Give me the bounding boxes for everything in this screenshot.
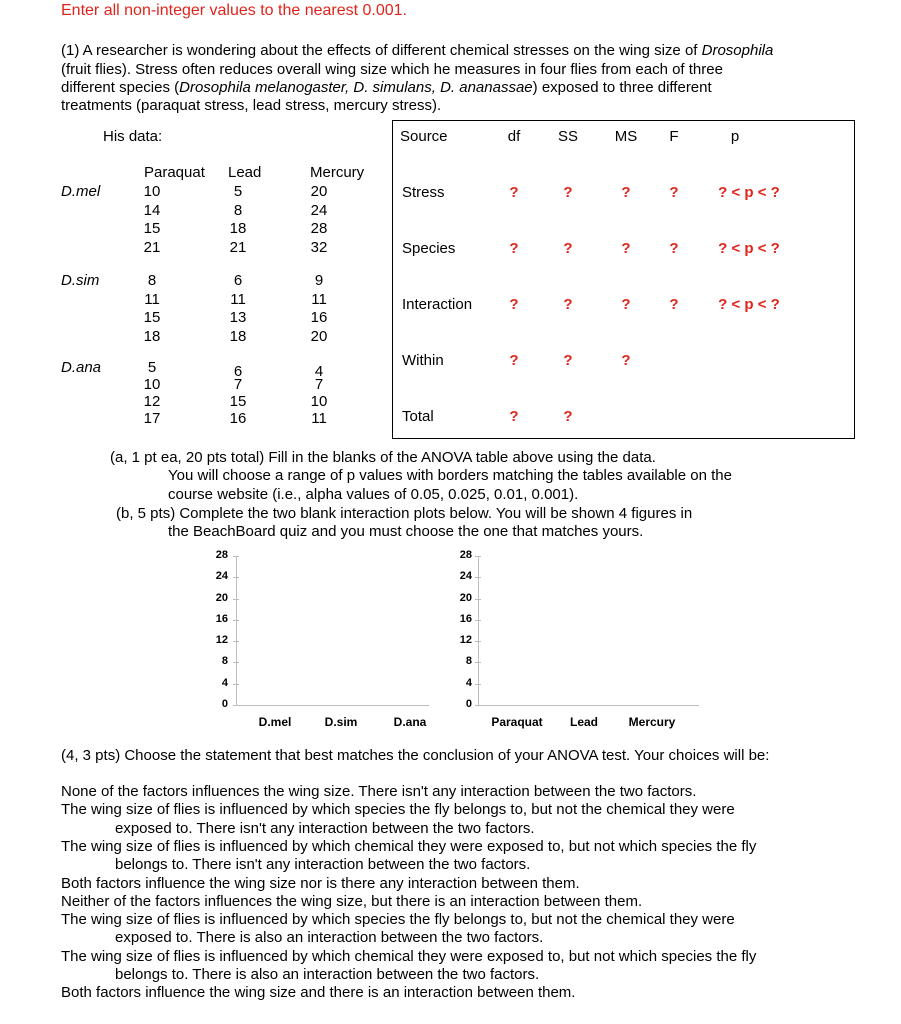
anova-source-label: Stress xyxy=(402,184,445,201)
data-cell: 11 xyxy=(144,290,160,308)
anova-cell-df: ? xyxy=(509,240,519,257)
data-cell: 20 xyxy=(310,183,328,200)
x-category-label: Paraquat xyxy=(491,715,543,729)
y-tick-label: 20 xyxy=(459,591,472,604)
y-tick-mark xyxy=(233,705,239,706)
species-label-dsim: D.sim xyxy=(61,272,100,289)
y-tick-label: 28 xyxy=(459,549,472,561)
data-cell: 10 xyxy=(310,393,328,410)
data-header-paraquat: Paraquat xyxy=(144,164,205,181)
data-cell: 15 xyxy=(229,393,247,410)
anova-source-label: Interaction xyxy=(402,296,473,313)
y-tick-mark xyxy=(475,620,481,621)
choice-line: None of the factors influences the wing size. There isn't any interaction between the two factors. xyxy=(61,783,697,800)
data-cell: 4 xyxy=(314,363,324,380)
data-cell: 17 xyxy=(143,410,161,427)
anova-source-label: Species xyxy=(402,240,456,257)
anova-cell-ms: ? xyxy=(621,240,631,257)
y-tick-label: 0 xyxy=(465,698,472,710)
species-label-dmel: D.mel xyxy=(61,183,101,200)
y-tick-mark xyxy=(475,577,481,578)
y-tick-mark xyxy=(475,684,481,685)
x-category-label: D.mel xyxy=(258,715,292,729)
choice-line: The wing size of flies is influenced by which species the fly belongs to, but not the chemical they were xyxy=(61,911,735,929)
data-cell: 15 xyxy=(143,309,161,326)
anova-cell-df: ? xyxy=(509,296,519,313)
data-cell: 12 xyxy=(143,393,161,410)
part-a-line2: You will choose a range of p values with borders matching the tables available on the xyxy=(168,467,732,484)
anova-header-ss: SS xyxy=(557,128,579,145)
anova-header-source: Source xyxy=(400,128,448,145)
data-cell: 16 xyxy=(229,410,247,427)
y-tick-mark xyxy=(233,599,239,600)
data-cell: 11 xyxy=(311,410,327,427)
x-category-label: D.sim xyxy=(324,715,358,729)
instruction-text: Enter all non-integer values to the nearest 0.001. xyxy=(61,2,407,19)
question1-line3: different species (Drosophila melanogaster, D. simulans, D. ananassae) exposed to three different xyxy=(61,79,712,96)
data-cell: 7 xyxy=(233,376,243,393)
y-tick-label: 12 xyxy=(215,634,228,647)
anova-source-label: Within xyxy=(402,352,444,369)
data-cell: 32 xyxy=(310,238,328,256)
choice-line: Both factors influence the wing size nor is there any interaction between them. xyxy=(61,874,580,892)
question1-line4: treatments (paraquat stress, lead stress, mercury stress). xyxy=(61,97,442,114)
anova-cell-ms: ? xyxy=(621,184,631,201)
anova-cell-f: ? xyxy=(669,240,679,257)
data-cell: 18 xyxy=(229,327,247,345)
data-cell: 5 xyxy=(233,183,243,200)
anova-header-p: p xyxy=(730,128,740,145)
y-tick-mark xyxy=(233,662,239,663)
anova-cell-df: ? xyxy=(509,184,519,201)
y-tick-label: 4 xyxy=(221,676,228,689)
anova-header-df: df xyxy=(507,128,521,145)
y-tick-mark xyxy=(475,705,481,706)
data-cell: 8 xyxy=(233,201,243,219)
y-tick-mark xyxy=(475,641,481,642)
y-tick-label: 20 xyxy=(215,591,228,604)
choice-line: belongs to. There is also an interaction between the two factors. xyxy=(115,966,540,983)
anova-cell-ms: ? xyxy=(621,352,631,369)
data-cell: 10 xyxy=(143,376,161,393)
choice-line: exposed to. There is also an interaction between the two factors. xyxy=(115,929,544,947)
y-tick-label: 16 xyxy=(215,612,228,625)
anova-header-f: F xyxy=(669,128,679,145)
question1-line1: (1) A researcher is wondering about the effects of different chemical stresses on the wing size of Drosophila xyxy=(61,42,774,59)
part-b-line1: (b, 5 pts) Complete the two blank interaction plots below. You will be shown 4 figures in xyxy=(116,505,693,522)
choice-line: belongs to. There isn't any interaction between the two factors. xyxy=(115,856,531,874)
species-label-dana: D.ana xyxy=(61,359,102,376)
anova-cell-df: ? xyxy=(509,352,519,369)
data-cell: 7 xyxy=(314,376,324,393)
anova-cell-p: ? < p < ? xyxy=(718,296,780,313)
choice-line: Both factors influence the wing size and there is an interaction between them. xyxy=(61,984,576,1002)
y-tick-label: 12 xyxy=(459,634,472,647)
data-header-lead: Lead xyxy=(228,164,262,181)
data-cell: 11 xyxy=(230,290,246,308)
part-b-line2: the BeachBoard quiz and you must choose the one that matches yours. xyxy=(168,523,644,540)
y-tick-mark xyxy=(233,684,239,685)
part-a-line3: course website (i.e., alpha values of 0.05, 0.025, 0.01, 0.001). xyxy=(168,486,579,503)
anova-table xyxy=(392,120,855,439)
data-cell: 5 xyxy=(147,359,157,376)
anova-cell-ss: ? xyxy=(563,240,573,257)
anova-cell-f: ? xyxy=(669,296,679,313)
data-cell: 21 xyxy=(229,238,247,256)
choice-line: The wing size of flies is influenced by which chemical they were exposed to, but not which species the fly xyxy=(61,947,757,965)
y-tick-label: 0 xyxy=(221,698,228,710)
data-label: His data: xyxy=(103,128,163,145)
data-cell: 6 xyxy=(233,272,243,289)
data-header-mercury: Mercury xyxy=(310,164,365,181)
y-tick-label: 8 xyxy=(465,655,472,668)
anova-cell-ss: ? xyxy=(563,408,573,425)
question4-prompt: (4, 3 pts) Choose the statement that best matches the conclusion of your ANOVA test. Your choices will be: xyxy=(61,747,770,764)
y-tick-label: 24 xyxy=(215,570,228,583)
y-tick-label: 8 xyxy=(221,655,228,668)
anova-source-label: Total xyxy=(402,408,434,425)
data-cell: 13 xyxy=(229,309,247,326)
data-cell: 8 xyxy=(147,272,157,289)
data-cell: 24 xyxy=(310,201,328,219)
choice-line: Neither of the factors influences the wing size, but there is an interaction between them. xyxy=(61,892,643,910)
anova-cell-p: ? < p < ? xyxy=(718,240,780,257)
y-tick-mark xyxy=(233,577,239,578)
question1-line2: (fruit flies). Stress often reduces overall wing size which he measures in four flies from each of three xyxy=(61,61,723,78)
y-tick-mark xyxy=(475,599,481,600)
y-tick-label: 24 xyxy=(459,570,472,583)
choice-line: exposed to. There isn't any interaction between the two factors. xyxy=(115,819,535,837)
anova-cell-ss: ? xyxy=(563,296,573,313)
anova-cell-p: ? < p < ? xyxy=(718,184,780,201)
data-cell: 9 xyxy=(314,272,324,289)
x-category-label: D.ana xyxy=(393,715,427,729)
data-cell: 18 xyxy=(229,220,247,237)
y-tick-label: 16 xyxy=(459,612,472,625)
data-cell: 14 xyxy=(143,201,161,219)
part-a-line1: (a, 1 pt ea, 20 pts total) Fill in the blanks of the ANOVA table above using the data. xyxy=(110,449,656,466)
anova-header-ms: MS xyxy=(614,128,638,145)
choice-line: The wing size of flies is influenced by which species the fly belongs to, but not the chemical they were xyxy=(61,801,735,819)
plot-area-2 xyxy=(478,556,699,706)
plot-area-1 xyxy=(236,556,429,706)
anova-cell-ss: ? xyxy=(563,352,573,369)
y-tick-mark xyxy=(475,662,481,663)
data-cell: 20 xyxy=(310,327,328,345)
x-category-label: Mercury xyxy=(628,715,676,729)
y-tick-label: 4 xyxy=(465,676,472,689)
anova-cell-ss: ? xyxy=(563,184,573,201)
data-cell: 6 xyxy=(233,363,243,380)
anova-cell-f: ? xyxy=(669,184,679,201)
x-category-label: Lead xyxy=(569,715,599,729)
anova-cell-ms: ? xyxy=(621,296,631,313)
y-tick-mark xyxy=(233,556,239,557)
data-cell: 10 xyxy=(143,183,161,200)
y-tick-mark xyxy=(475,556,481,557)
choice-line: The wing size of flies is influenced by which chemical they were exposed to, but not which species the fly xyxy=(61,837,757,855)
anova-cell-df: ? xyxy=(509,408,519,425)
data-cell: 21 xyxy=(143,238,161,256)
data-cell: 18 xyxy=(143,327,161,345)
y-tick-mark xyxy=(233,641,239,642)
data-cell: 16 xyxy=(310,309,328,326)
y-tick-label: 28 xyxy=(215,549,228,561)
y-tick-mark xyxy=(233,620,239,621)
data-cell: 15 xyxy=(143,220,161,237)
data-cell: 28 xyxy=(310,220,328,237)
data-cell: 11 xyxy=(311,290,327,308)
